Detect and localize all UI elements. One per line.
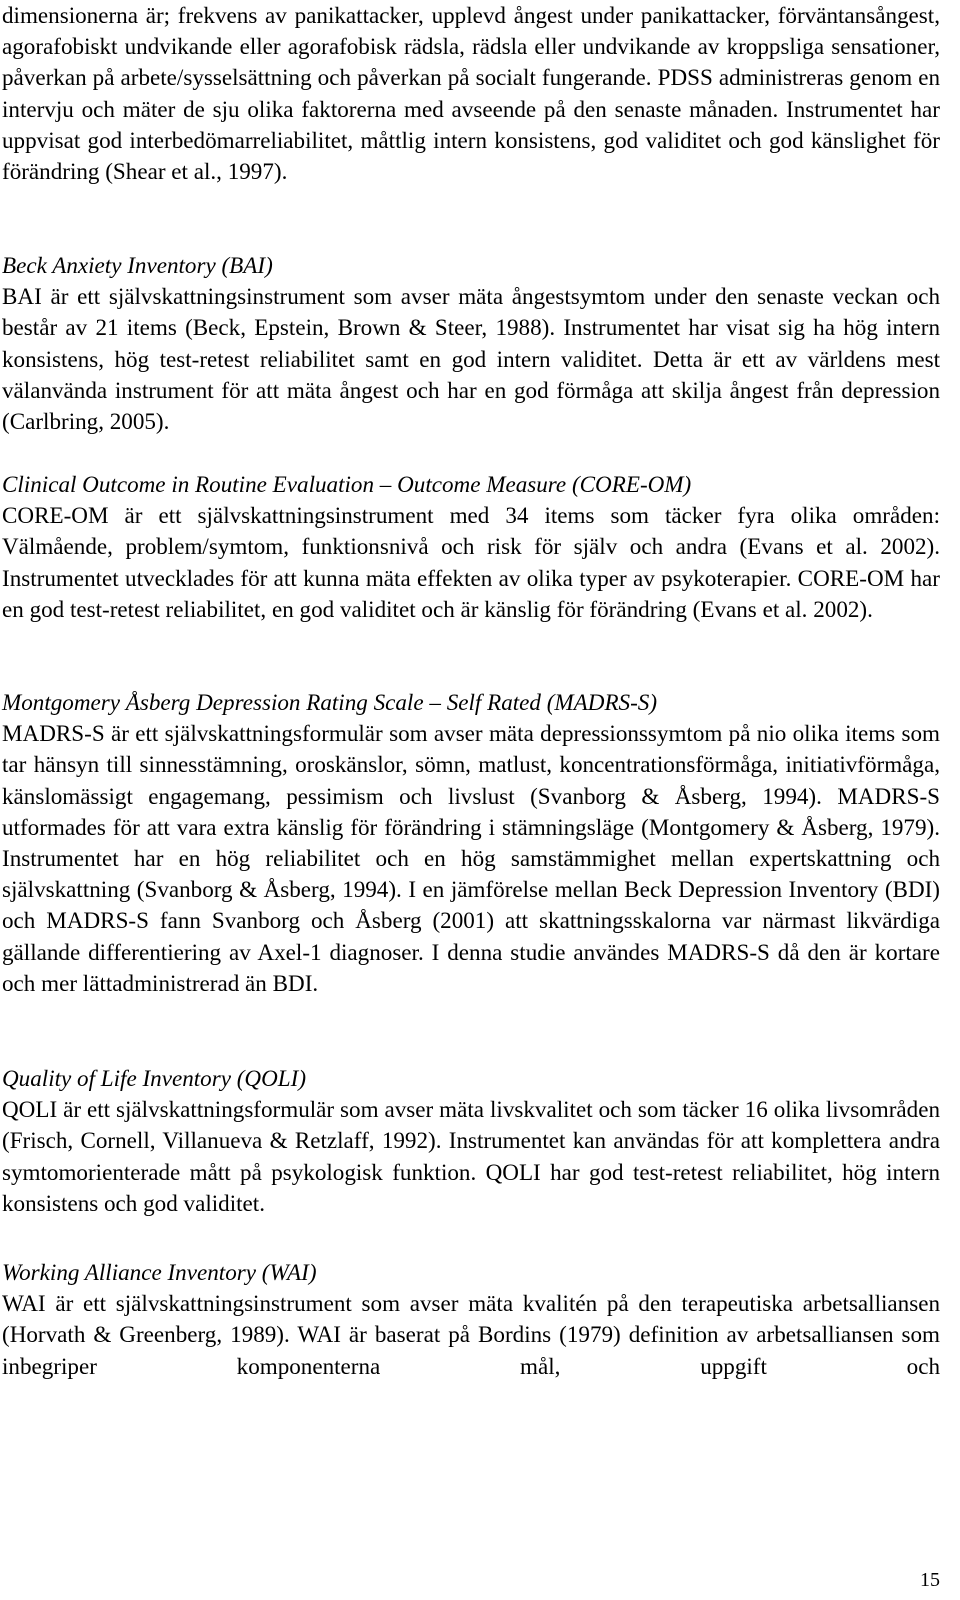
section-core-om <box>2 469 940 625</box>
intro-paragraph: dimensionerna är; frekvens av panikattacker, upplevd ångest under panikattacker, förväntansångest, agorafobiskt undvikande eller agorafobisk rädsla, rädsla eller undvikande av kroppsliga sensationer, påverkan på arbete/sysselsättning och påverkan på socialt fungerande. PDSS administreras genom en intervju och mäter de sju olika faktorerna med avseende på den senaste månaden. Instrumentet har uppvisat god interbedömarreliabilitet, måttlig intern konsistens, god validitet och god känslighet för förändring (Shear et al., 1997). <box>2 2 940 185</box>
section-qoli <box>2 1063 940 1219</box>
section-heading-core-om: Clinical Outcome in Routine Evaluation – Outcome Measure (CORE-OM) <box>2 471 692 497</box>
section-bai <box>2 250 940 437</box>
section-body-wai: WAI är ett självskattningsinstrument som avser mäta kvalitén på den terapeutiska arbetsalliansen (Horvath & Greenberg, 1989). WAI är baserat på Bordins (1979) definition av arbetsalliansen som inbegriper komponenterna mål, uppgift och <box>2 1290 940 1379</box>
section-madrs-s <box>2 687 940 999</box>
section-body-core-om: CORE-OM är ett självskattningsinstrument med 34 items som täcker fyra olika områden: Välmående, problem/symtom, funktionsnivå och risk för själv och andra (Evans et al. 2002). Instrumentet utvecklades för att kunna mäta effekten av olika typer av psykoterapier. CORE-OM har en god test-retest reliabilitet, en god validitet och är känslig för förändring (Evans et al. 2002). <box>2 502 940 622</box>
section-body-bai: BAI är ett självskattningsinstrument som avser mäta ångestsymtom under den senaste veckan och består av 21 items (Beck, Epstein, Brown & Steer, 1988). Instrumentet har visat sig ha hög intern konsistens, hög test-retest reliabilitet samt en god intern validitet. Detta är ett av världens mest välanvända instrument för att mäta ångest och har en god förmåga att skilja ångest från depression (Carlbring, 2005). <box>2 283 940 435</box>
intro-section <box>2 0 940 187</box>
page-number: 15 <box>920 1569 940 1591</box>
section-heading-qoli: Quality of Life Inventory (QOLI) <box>2 1065 307 1091</box>
section-body-madrs-s: MADRS-S är ett självskattningsformulär som avser mäta depressionssymtom på nio olika items som tar hänsyn till sinnesstämning, oroskänslor, sömn, matlust, koncentrationsförmåga, initiativförmåga, känslomässigt engagemang, pessimism och livslust (Svanborg & Åsberg, 1994). MADRS-S utformades för att vara extra känslig för förändring i stämningsläge (Montgomery & Åsberg, 1979). Instrumentet har en hög reliabilitet och en hög samstämmighet mellan expertskattning och självskattning (Svanborg & Åsberg, 1994). I en jämförelse mellan Beck Depression Inventory (BDI) och MADRS-S fann Svanborg och Åsberg (2001) att skattningsskalorna var närmast likvärdiga gällande differentiering av Axel-1 diagnoser. I denna studie användes MADRS-S då den är kortare och mer lättadministrerad än BDI. <box>2 720 940 996</box>
section-heading-bai: Beck Anxiety Inventory (BAI) <box>2 252 273 278</box>
section-heading-wai: Working Alliance Inventory (WAI) <box>2 1259 317 1285</box>
section-wai <box>2 1257 940 1382</box>
section-heading-madrs-s: Montgomery Åsberg Depression Rating Scale – Self Rated (MADRS-S) <box>2 689 658 715</box>
section-body-qoli: QOLI är ett självskattningsformulär som avser mäta livskvalitet och som täcker 16 olika livsområden (Frisch, Cornell, Villanueva & Retzlaff, 1992). Instrumentet kan användas för att komplettera andra symtomorienterade mått på psykologisk funktion. QOLI har god test-retest reliabilitet, hög intern konsistens och god validitet. <box>2 1096 940 1216</box>
